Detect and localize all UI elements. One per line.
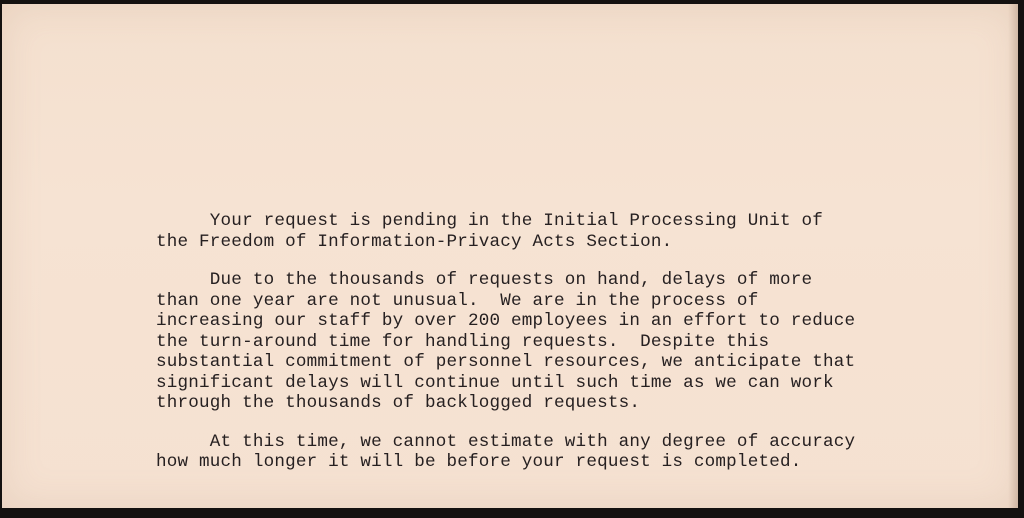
text-line: increasing our staff by over 200 employees in an effort to reduce [156,311,856,331]
text-line: the Freedom of Information-Privacy Acts Section. [156,231,673,252]
text-line: At this time, we cannot estimate with any degree of accuracy [156,431,856,452]
text-line: Your request is pending in the Initial Processing Unit of [156,211,823,231]
letter-body [156,211,956,473]
text-line: the turn-around time for handling requests. Despite this [156,331,770,352]
paragraph-pending-status [156,211,956,252]
text-line: Due to the thousands of requests on hand, delays of more [156,270,813,290]
paragraph-delays [156,270,956,414]
text-line: through the thousands of backlogged requests. [156,393,641,413]
text-line: than one year are not unusual. We are in the process of [156,290,759,311]
text-line: substantial commitment of personnel resources, we anticipate that [156,352,856,372]
paragraph-estimate [156,432,956,473]
text-line: how much longer it will be before your request is completed. [156,452,802,472]
paper-sheet [2,4,1018,508]
text-line: significant delays will continue until such time as we can work [156,372,834,393]
